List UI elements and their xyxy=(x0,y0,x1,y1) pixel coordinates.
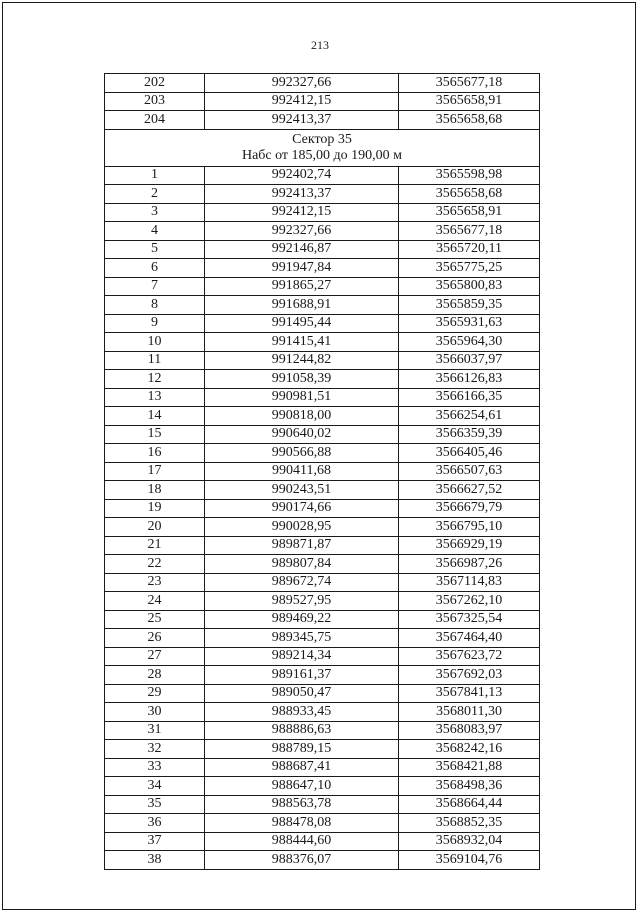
x-coordinate-cell: 989807,84 xyxy=(205,555,399,574)
point-number-cell: 12 xyxy=(105,370,205,389)
x-coordinate-cell: 991947,84 xyxy=(205,259,399,278)
table-row xyxy=(105,296,540,315)
x-coordinate-cell: 989161,37 xyxy=(205,666,399,685)
x-coordinate-cell: 989527,95 xyxy=(205,592,399,611)
x-coordinate-cell: 988687,41 xyxy=(205,758,399,777)
y-coordinate-cell: 3567325,54 xyxy=(399,610,540,629)
point-number-cell: 35 xyxy=(105,795,205,814)
point-number-cell: 8 xyxy=(105,296,205,315)
point-number-cell: 15 xyxy=(105,425,205,444)
point-number-cell: 204 xyxy=(105,111,205,130)
table-row xyxy=(105,222,540,241)
previous-sector-rows xyxy=(105,74,540,130)
x-coordinate-cell: 990243,51 xyxy=(205,481,399,500)
table-row xyxy=(105,351,540,370)
table-row xyxy=(105,777,540,796)
point-number-cell: 25 xyxy=(105,610,205,629)
y-coordinate-cell: 3568852,35 xyxy=(399,814,540,833)
sector-rows xyxy=(105,166,540,869)
x-coordinate-cell: 992413,37 xyxy=(205,111,399,130)
sector-subtitle: Набс от 185,00 до 190,00 м xyxy=(241,147,403,163)
point-number-cell: 3 xyxy=(105,203,205,222)
x-coordinate-cell: 989345,75 xyxy=(205,629,399,648)
x-coordinate-cell: 992146,87 xyxy=(205,240,399,259)
table-row xyxy=(105,758,540,777)
sector-title: Сектор 35 xyxy=(292,131,352,147)
table-row xyxy=(105,240,540,259)
point-number-cell: 18 xyxy=(105,481,205,500)
table-row xyxy=(105,185,540,204)
x-coordinate-cell: 990818,00 xyxy=(205,407,399,426)
y-coordinate-cell: 3566987,26 xyxy=(399,555,540,574)
y-coordinate-cell: 3566929,19 xyxy=(399,536,540,555)
table-row xyxy=(105,795,540,814)
x-coordinate-cell: 992413,37 xyxy=(205,185,399,204)
point-number-cell: 10 xyxy=(105,333,205,352)
table-row xyxy=(105,536,540,555)
page-number: 213 xyxy=(311,38,329,52)
point-number-cell: 27 xyxy=(105,647,205,666)
x-coordinate-cell: 988444,60 xyxy=(205,832,399,851)
point-number-cell: 22 xyxy=(105,555,205,574)
table-row xyxy=(105,740,540,759)
point-number-cell: 17 xyxy=(105,462,205,481)
y-coordinate-cell: 3566359,39 xyxy=(399,425,540,444)
point-number-cell: 19 xyxy=(105,499,205,518)
point-number-cell: 38 xyxy=(105,851,205,870)
x-coordinate-cell: 990028,95 xyxy=(205,518,399,537)
table-row xyxy=(105,277,540,296)
x-coordinate-cell: 989050,47 xyxy=(205,684,399,703)
table-row xyxy=(105,407,540,426)
x-coordinate-cell: 991244,82 xyxy=(205,351,399,370)
table-row xyxy=(105,721,540,740)
table-row xyxy=(105,444,540,463)
table-row xyxy=(105,74,540,93)
table-row xyxy=(105,333,540,352)
y-coordinate-cell: 3565658,91 xyxy=(399,92,540,111)
table-row xyxy=(105,592,540,611)
table-row xyxy=(105,370,540,389)
coordinates-table xyxy=(104,73,540,870)
x-coordinate-cell: 990981,51 xyxy=(205,388,399,407)
y-coordinate-cell: 3566405,46 xyxy=(399,444,540,463)
point-number-cell: 7 xyxy=(105,277,205,296)
point-number-cell: 20 xyxy=(105,518,205,537)
point-number-cell: 6 xyxy=(105,259,205,278)
y-coordinate-cell: 3565658,91 xyxy=(399,203,540,222)
point-number-cell: 36 xyxy=(105,814,205,833)
sector-header-row xyxy=(105,129,540,166)
point-number-cell: 31 xyxy=(105,721,205,740)
point-number-cell: 21 xyxy=(105,536,205,555)
y-coordinate-cell: 3567692,03 xyxy=(399,666,540,685)
y-coordinate-cell: 3567262,10 xyxy=(399,592,540,611)
y-coordinate-cell: 3566254,61 xyxy=(399,407,540,426)
point-number-cell: 28 xyxy=(105,666,205,685)
x-coordinate-cell: 989214,34 xyxy=(205,647,399,666)
table-row xyxy=(105,832,540,851)
table-row xyxy=(105,259,540,278)
y-coordinate-cell: 3565677,18 xyxy=(399,222,540,241)
x-coordinate-cell: 989469,22 xyxy=(205,610,399,629)
x-coordinate-cell: 990566,88 xyxy=(205,444,399,463)
point-number-cell: 9 xyxy=(105,314,205,333)
y-coordinate-cell: 3568242,16 xyxy=(399,740,540,759)
y-coordinate-cell: 3568932,04 xyxy=(399,832,540,851)
table-row xyxy=(105,314,540,333)
y-coordinate-cell: 3567114,83 xyxy=(399,573,540,592)
y-coordinate-cell: 3565775,25 xyxy=(399,259,540,278)
table-row xyxy=(105,703,540,722)
point-number-cell: 1 xyxy=(105,166,205,185)
point-number-cell: 37 xyxy=(105,832,205,851)
y-coordinate-cell: 3565658,68 xyxy=(399,185,540,204)
table-row xyxy=(105,647,540,666)
x-coordinate-cell: 988478,08 xyxy=(205,814,399,833)
x-coordinate-cell: 988376,07 xyxy=(205,851,399,870)
x-coordinate-cell: 991688,91 xyxy=(205,296,399,315)
x-coordinate-cell: 988886,63 xyxy=(205,721,399,740)
point-number-cell: 24 xyxy=(105,592,205,611)
y-coordinate-cell: 3569104,76 xyxy=(399,851,540,870)
point-number-cell: 4 xyxy=(105,222,205,241)
point-number-cell: 32 xyxy=(105,740,205,759)
table-row xyxy=(105,629,540,648)
table-row xyxy=(105,388,540,407)
table-row xyxy=(105,666,540,685)
y-coordinate-cell: 3566166,35 xyxy=(399,388,540,407)
x-coordinate-cell: 992327,66 xyxy=(205,74,399,93)
point-number-cell: 203 xyxy=(105,92,205,111)
table-row xyxy=(105,462,540,481)
y-coordinate-cell: 3565800,83 xyxy=(399,277,540,296)
y-coordinate-cell: 3565859,35 xyxy=(399,296,540,315)
x-coordinate-cell: 988789,15 xyxy=(205,740,399,759)
y-coordinate-cell: 3566795,10 xyxy=(399,518,540,537)
point-number-cell: 11 xyxy=(105,351,205,370)
x-coordinate-cell: 992402,74 xyxy=(205,166,399,185)
x-coordinate-cell: 991495,44 xyxy=(205,314,399,333)
y-coordinate-cell: 3565931,63 xyxy=(399,314,540,333)
sector-header-group xyxy=(105,129,540,166)
x-coordinate-cell: 992412,15 xyxy=(205,92,399,111)
table-row xyxy=(105,851,540,870)
y-coordinate-cell: 3566679,79 xyxy=(399,499,540,518)
point-number-cell: 14 xyxy=(105,407,205,426)
table-row xyxy=(105,555,540,574)
y-coordinate-cell: 3565720,11 xyxy=(399,240,540,259)
table-row xyxy=(105,481,540,500)
table-row xyxy=(105,518,540,537)
table-row xyxy=(105,203,540,222)
table-row xyxy=(105,92,540,111)
point-number-cell: 34 xyxy=(105,777,205,796)
point-number-cell: 13 xyxy=(105,388,205,407)
y-coordinate-cell: 3567464,40 xyxy=(399,629,540,648)
x-coordinate-cell: 990174,66 xyxy=(205,499,399,518)
y-coordinate-cell: 3568083,97 xyxy=(399,721,540,740)
y-coordinate-cell: 3567623,72 xyxy=(399,647,540,666)
x-coordinate-cell: 991415,41 xyxy=(205,333,399,352)
table-row xyxy=(105,684,540,703)
x-coordinate-cell: 991058,39 xyxy=(205,370,399,389)
point-number-cell: 5 xyxy=(105,240,205,259)
x-coordinate-cell: 988933,45 xyxy=(205,703,399,722)
y-coordinate-cell: 3568664,44 xyxy=(399,795,540,814)
y-coordinate-cell: 3565677,18 xyxy=(399,74,540,93)
x-coordinate-cell: 990411,68 xyxy=(205,462,399,481)
x-coordinate-cell: 991865,27 xyxy=(205,277,399,296)
x-coordinate-cell: 989672,74 xyxy=(205,573,399,592)
y-coordinate-cell: 3568498,36 xyxy=(399,777,540,796)
y-coordinate-cell: 3566507,63 xyxy=(399,462,540,481)
point-number-cell: 202 xyxy=(105,74,205,93)
sector-header xyxy=(105,129,540,166)
table-row xyxy=(105,499,540,518)
point-number-cell: 26 xyxy=(105,629,205,648)
y-coordinate-cell: 3566126,83 xyxy=(399,370,540,389)
point-number-cell: 16 xyxy=(105,444,205,463)
table-row xyxy=(105,166,540,185)
point-number-cell: 23 xyxy=(105,573,205,592)
table-row xyxy=(105,814,540,833)
y-coordinate-cell: 3568421,88 xyxy=(399,758,540,777)
point-number-cell: 30 xyxy=(105,703,205,722)
y-coordinate-cell: 3565658,68 xyxy=(399,111,540,130)
x-coordinate-cell: 989871,87 xyxy=(205,536,399,555)
x-coordinate-cell: 990640,02 xyxy=(205,425,399,444)
point-number-cell: 2 xyxy=(105,185,205,204)
point-number-cell: 29 xyxy=(105,684,205,703)
y-coordinate-cell: 3566037,97 xyxy=(399,351,540,370)
y-coordinate-cell: 3565964,30 xyxy=(399,333,540,352)
x-coordinate-cell: 988563,78 xyxy=(205,795,399,814)
y-coordinate-cell: 3566627,52 xyxy=(399,481,540,500)
x-coordinate-cell: 992327,66 xyxy=(205,222,399,241)
table-row xyxy=(105,573,540,592)
x-coordinate-cell: 992412,15 xyxy=(205,203,399,222)
table-row xyxy=(105,111,540,130)
x-coordinate-cell: 988647,10 xyxy=(205,777,399,796)
table-row xyxy=(105,425,540,444)
point-number-cell: 33 xyxy=(105,758,205,777)
table-row xyxy=(105,610,540,629)
y-coordinate-cell: 3568011,30 xyxy=(399,703,540,722)
y-coordinate-cell: 3565598,98 xyxy=(399,166,540,185)
y-coordinate-cell: 3567841,13 xyxy=(399,684,540,703)
